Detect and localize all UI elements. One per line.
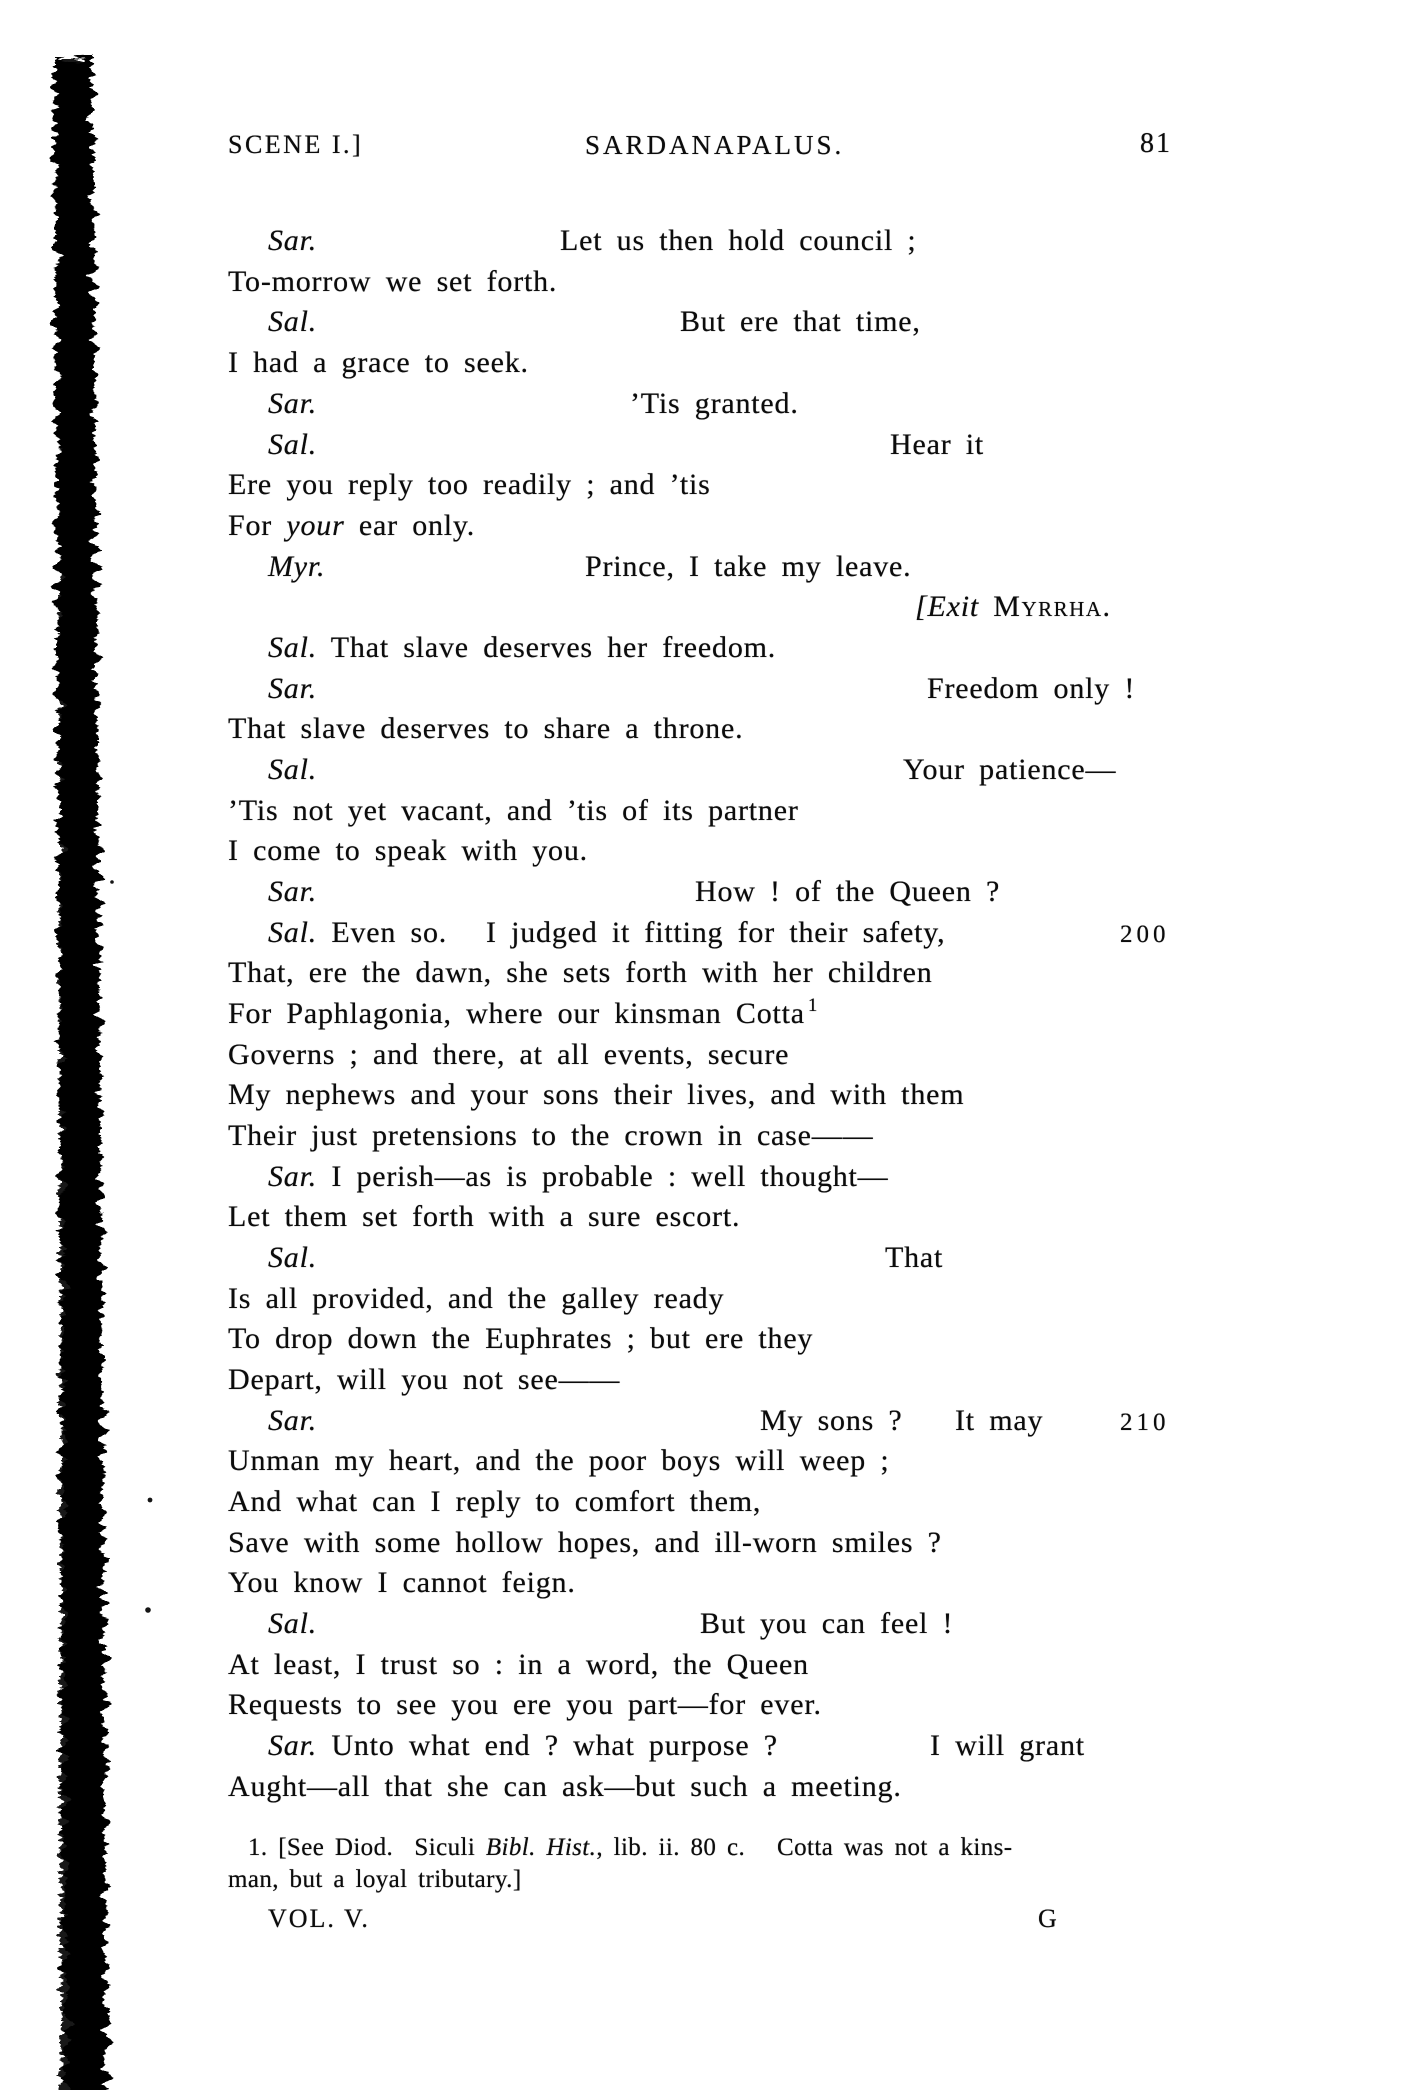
- verse-line: [0, 548, 1416, 590]
- verse-line: [0, 629, 1416, 671]
- speaker-label: Sar.: [268, 875, 318, 908]
- verse-line: [0, 344, 1416, 386]
- verse-text: That slave deserves her freedom.: [317, 631, 777, 664]
- verse-text: Let them set forth with a sure escort.: [228, 1200, 741, 1233]
- footnote-line: [0, 1864, 1416, 1906]
- verse-text: My sons ?: [760, 1404, 903, 1437]
- line-number: 200: [1120, 921, 1170, 948]
- text-run: [268, 1727, 778, 1765]
- verse-text: Freedom only !: [927, 672, 1136, 705]
- verse-text: Their just pretensions to the crown in case——: [228, 1119, 874, 1152]
- verse-text: For: [228, 509, 287, 542]
- text-run: [228, 1442, 890, 1480]
- verse-text: That slave deserves to share a throne.: [228, 712, 744, 745]
- italic-text: your: [286, 509, 345, 542]
- text-run: [268, 629, 776, 667]
- verse-text: But you can feel !: [700, 1607, 954, 1640]
- text-run: [700, 1605, 953, 1643]
- text-run: [228, 995, 817, 1037]
- verse-text: But ere that time,: [680, 305, 921, 338]
- text-run: [228, 1076, 964, 1114]
- speaker-label: Sar.: [268, 387, 318, 420]
- text-run: [268, 1239, 317, 1277]
- text-run: [228, 1320, 813, 1358]
- verse-line: [0, 995, 1416, 1037]
- text-run: [228, 1036, 789, 1074]
- verse-text: Hear it: [890, 428, 985, 461]
- speaker-label: Sar.: [268, 224, 318, 257]
- text-run: [930, 1727, 1085, 1765]
- verse-line: [0, 1320, 1416, 1362]
- verse-line: [0, 1686, 1416, 1728]
- scene-label: SCENE I.]: [228, 130, 364, 159]
- stage-direction: [0, 588, 1416, 630]
- text-run: [228, 710, 743, 748]
- verse-text: , lib. ii. 80 c. Cotta was not a kins-: [596, 1834, 1013, 1861]
- text-run: [885, 1239, 943, 1277]
- speaker-label: Sal.: [268, 1241, 318, 1274]
- verse-line: [0, 751, 1416, 793]
- verse-line: [0, 1280, 1416, 1322]
- verse-line: [0, 507, 1416, 549]
- line-number: 210: [1120, 1409, 1170, 1436]
- verse-text: That: [885, 1241, 944, 1274]
- catchword: G: [1038, 1904, 1059, 1933]
- text-run: [268, 303, 317, 341]
- text-run: [486, 914, 945, 952]
- text-run: [228, 792, 799, 830]
- verse-line: [0, 385, 1416, 427]
- verse-line: [0, 873, 1416, 915]
- verse-text: And what can I reply to comfort them,: [228, 1485, 762, 1518]
- speaker-label: Sar.: [268, 1729, 318, 1762]
- verse-text: Requests to see you ere you part—for ever.: [228, 1688, 822, 1721]
- text-run: [585, 548, 911, 586]
- text-run: [955, 1402, 1043, 1440]
- verse-text: For Paphlagonia, where our kinsman Cotta: [228, 997, 805, 1030]
- text-run: [268, 385, 317, 423]
- text-run: [268, 426, 317, 464]
- verse-line: [0, 426, 1416, 468]
- italic-text: Bibl. Hist.: [485, 1834, 597, 1861]
- verse-text: It may: [955, 1404, 1044, 1437]
- character-name: Myrrha.: [993, 590, 1112, 623]
- speaker-label: Sal.: [268, 631, 318, 664]
- verse-text: Ere you reply too readily ; and ’tis: [228, 468, 711, 501]
- footnote-ref: 1: [807, 995, 818, 1016]
- running-title: SARDANAPALUS.: [585, 130, 845, 160]
- text-run: [228, 1768, 902, 1806]
- speaker-label: Sar.: [268, 1404, 318, 1437]
- text-run: [630, 385, 799, 423]
- speaker-label: Sar.: [268, 672, 318, 705]
- text-run: [1120, 1402, 1170, 1442]
- text-run: [228, 507, 475, 545]
- text-run: [228, 344, 529, 382]
- text-run: [560, 222, 917, 260]
- text-run: [228, 832, 588, 870]
- verse-text: ear only.: [344, 509, 476, 542]
- verse-line: [0, 1402, 1416, 1444]
- verse-text: 1. [See Diod. Siculi: [248, 1834, 486, 1861]
- verse-line: [0, 1198, 1416, 1240]
- italic-text: [Exit: [915, 590, 994, 623]
- verse-text: Save with some hollow hopes, and ill-worn smiles ?: [228, 1526, 942, 1559]
- text-run: [890, 426, 984, 464]
- verse-text: Your patience—: [903, 753, 1117, 786]
- speaker-label: Myr.: [268, 550, 326, 583]
- verse-line: [0, 1768, 1416, 1810]
- text-run: [915, 588, 1111, 626]
- verse-text: ’Tis not yet vacant, and ’tis of its partner: [228, 794, 799, 827]
- verse-text: My nephews and your sons their lives, and with them: [228, 1078, 965, 1111]
- speaker-label: Sal.: [268, 753, 318, 786]
- verse-line: [0, 263, 1416, 305]
- verse-line: [0, 792, 1416, 834]
- text-run: [268, 1605, 317, 1643]
- verse-text: I come to speak with you.: [228, 834, 588, 867]
- text-run: [228, 954, 933, 992]
- text-run: [760, 1402, 903, 1440]
- verse-line: [0, 1483, 1416, 1525]
- text-run: [228, 1864, 522, 1895]
- verse-text: I perish—as is probable : well thought—: [317, 1160, 889, 1193]
- text-run: [228, 1483, 761, 1521]
- speaker-label: Sal.: [268, 428, 318, 461]
- text-run: [228, 1646, 809, 1684]
- verse-line: [0, 1646, 1416, 1688]
- verse-text: man, but a loyal tributary.]: [228, 1866, 522, 1893]
- text-run: [268, 670, 317, 708]
- verse-text: Governs ; and there, at all events, secure: [228, 1038, 790, 1071]
- verse-text: I judged it fitting for their safety,: [486, 916, 946, 949]
- verse-line: [0, 1117, 1416, 1159]
- verse-text: Prince, I take my leave.: [585, 550, 912, 583]
- text-run: [680, 303, 921, 341]
- text-run: [228, 1564, 576, 1602]
- speaker-label: Sar.: [268, 1160, 318, 1193]
- verse-line: [0, 1524, 1416, 1566]
- text-run: [248, 1832, 1013, 1863]
- verse-line: [0, 914, 1416, 956]
- speaker-label: Sal.: [268, 916, 318, 949]
- text-run: [1120, 914, 1170, 954]
- text-run: [268, 914, 447, 952]
- text-run: [268, 751, 317, 789]
- text-run: [228, 1198, 740, 1236]
- text-run: [228, 1686, 822, 1724]
- verse-line: [0, 303, 1416, 345]
- verse-text: Let us then hold council ;: [560, 224, 917, 257]
- verse-line: [0, 710, 1416, 752]
- verse-text: You know I cannot feign.: [228, 1566, 576, 1599]
- verse-line: [0, 1361, 1416, 1403]
- verse-text: Unto what end ? what purpose ?: [317, 1729, 778, 1762]
- text-run: [268, 873, 317, 911]
- volume-label: VOL. V.: [268, 1904, 370, 1933]
- text-run: [228, 1361, 620, 1399]
- text-run: [228, 1117, 873, 1155]
- text-run: [903, 751, 1116, 789]
- text-run: [228, 1524, 942, 1562]
- text-run: [228, 466, 711, 504]
- text-run: [228, 1280, 724, 1318]
- text-run: [228, 263, 557, 301]
- verse-text: Is all provided, and the galley ready: [228, 1282, 725, 1315]
- verse-text: I had a grace to seek.: [228, 346, 529, 379]
- verse-line: [0, 1564, 1416, 1606]
- speaker-label: Sal.: [268, 305, 318, 338]
- verse-line: [0, 466, 1416, 508]
- verse-text: To-morrow we set forth.: [228, 265, 558, 298]
- verse-text: Even so.: [317, 916, 448, 949]
- verse-text: To drop down the Euphrates ; but ere they: [228, 1322, 814, 1355]
- verse-line: [0, 1605, 1416, 1647]
- verse-text: That, ere the dawn, she sets forth with her children: [228, 956, 933, 989]
- verse-text: Unman my heart, and the poor boys will weep ;: [228, 1444, 890, 1477]
- verse-line: [0, 832, 1416, 874]
- speaker-label: Sal.: [268, 1607, 318, 1640]
- verse-text: ’Tis granted.: [630, 387, 799, 420]
- verse-line: [0, 1158, 1416, 1200]
- text-run: [268, 548, 325, 586]
- page-number: 81: [1140, 128, 1172, 159]
- verse-line: [0, 954, 1416, 996]
- verse-line: [0, 1036, 1416, 1078]
- text-run: [268, 1402, 317, 1440]
- verse-line: [0, 1727, 1416, 1769]
- verse-line: [0, 1076, 1416, 1118]
- verse-text: I will grant: [930, 1729, 1085, 1762]
- verse-text: At least, I trust so : in a word, the Queen: [228, 1648, 809, 1681]
- verse-line: [0, 222, 1416, 264]
- text-run: [695, 873, 1000, 911]
- text-run: [927, 670, 1135, 708]
- verse-text: Aught—all that she can ask—but such a meeting.: [228, 1770, 902, 1803]
- verse-line: [0, 670, 1416, 712]
- text-run: [268, 222, 317, 260]
- verse-line: [0, 1442, 1416, 1484]
- text-run: [268, 1158, 888, 1196]
- verse-text: How ! of the Queen ?: [695, 875, 1001, 908]
- verse-line: [0, 1239, 1416, 1281]
- verse-text: Depart, will you not see——: [228, 1363, 621, 1396]
